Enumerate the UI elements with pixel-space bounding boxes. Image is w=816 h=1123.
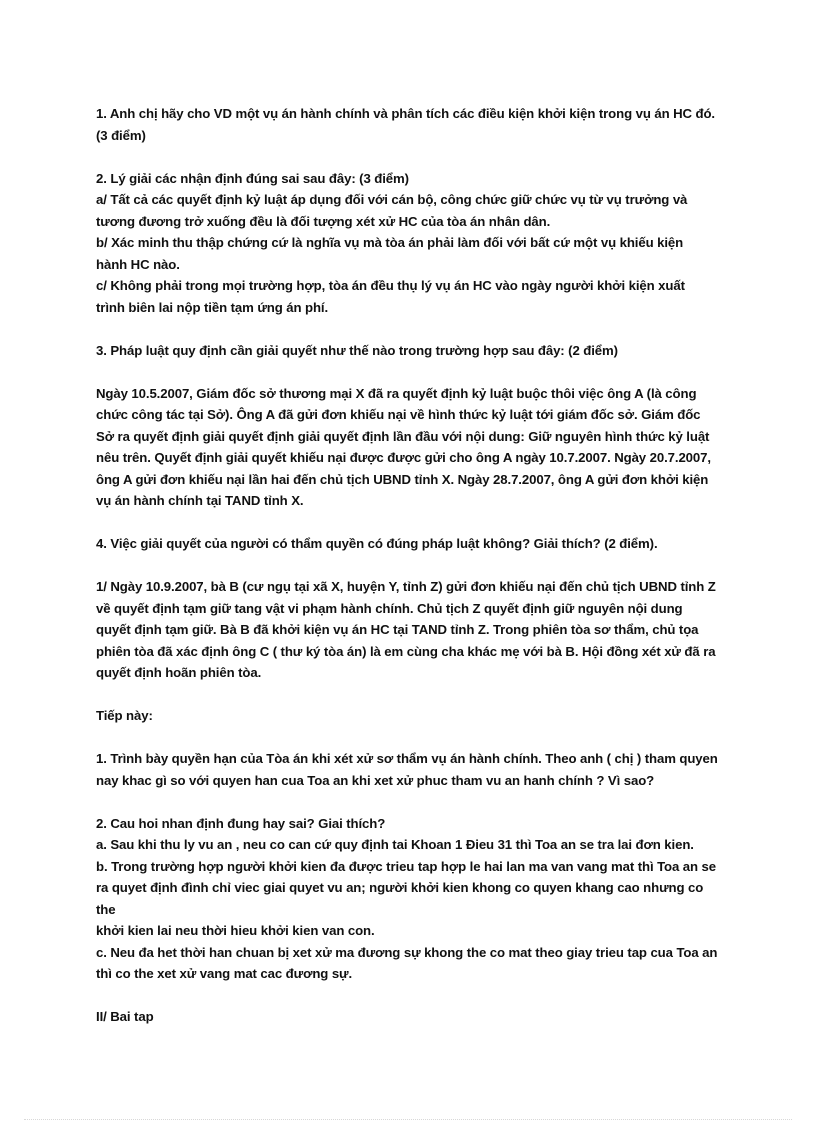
paragraph-gap [96, 512, 726, 534]
case-1-line-3: Sở ra quyết định giải quyết định giải quyết định lần đầu với nội dung: Giữ nguyên hình thức kỷ luật [96, 428, 710, 444]
case-2-line-4: phiên tòa đã xác định ông C ( thư ký tòa án) là em cùng cha khác mẹ với bà B. Hội đồng xét xử đã ra [96, 643, 716, 659]
question-6c-line-2: thì co the xet xử vang mat cac đương sự. [96, 966, 353, 981]
section-heading-exercises: II/ Bai tap [96, 1009, 154, 1024]
paragraph-gap [96, 146, 726, 168]
question-6b-line-1: b. Trong trường hợp người khởi kien đa được trieu tap hợp le hai lan ma van vang mat thì Toa an se [96, 858, 717, 874]
case-1-line-5: ông A gửi đơn khiếu nại lần hai đến chủ tịch UBND tỉnh X. Ngày 28.7.2007, ông A gửi đơn khởi kiện [96, 471, 709, 487]
question-1-line-1: 1. Anh chị hãy cho VD một vụ án hành chính và phân tích các điều kiện khởi kiện trong vụ án HC đó. [96, 106, 715, 121]
question-2a-line-2: tương đương trở xuống đều là đối tượng xét xử HC của tòa án nhân dân. [96, 213, 551, 229]
paragraph-gap [96, 791, 726, 813]
paragraph-gap [96, 555, 726, 577]
paragraph-gap [96, 727, 726, 749]
case-1-line-2: chức công tác tại Sở). Ông A đã gửi đơn khiếu nại về hình thức kỷ luật tới giám đốc sở. Giám đốc [96, 407, 701, 422]
section-heading-continued: Tiếp này: [96, 708, 153, 723]
case-1-line-4: nêu trên. Quyết định giải quyết khiếu nại được được gửi cho ông A ngày 10.7.2007. Ngày 20.7.2007, [96, 450, 711, 465]
case-2-line-5: quyết định hoãn phiên tòa. [96, 665, 262, 680]
paragraph-gap [96, 684, 726, 706]
case-2-line-1: 1/ Ngày 10.9.2007, bà B (cư ngụ tại xã X, huyện Y, tỉnh Z) gửi đơn khiếu nại đến chủ tịch UBND tỉnh Z [96, 579, 716, 594]
document-body [96, 103, 726, 1028]
question-2c-line-1: c/ Không phải trong mọi trường hợp, tòa án đều thụ lý vụ án HC vào ngày người khởi kiện xuất [96, 278, 685, 293]
case-1-line-1: Ngày 10.5.2007, Giám đốc sở thương mại X đã ra quyết định kỷ luật buộc thôi việc ông A (là công [96, 385, 697, 401]
paragraph-gap [96, 985, 726, 1007]
case-2-line-3: quyết định tạm giữ. Bà B đã khởi kiện vụ án HC tại TAND tỉnh Z. Trong phiên tòa sơ thẩm, chủ tọa [96, 622, 699, 637]
paragraph-gap [96, 361, 726, 383]
question-2a-line-1: a/ Tất cả các quyết định kỷ luật áp dụng đối với cán bộ, công chức giữ chức vụ từ vụ trưởng và [96, 192, 688, 207]
question-6b-line-3: khởi kien lai neu thời hieu khởi kien van con. [96, 923, 375, 938]
question-2b-line-2: hành HC nào. [96, 256, 180, 272]
question-2b-line-1: b/ Xác minh thu thập chứng cứ là nghĩa vụ mà tòa án phải làm đối với bất cứ một vụ khiếu kiện [96, 235, 684, 250]
question-5-line-2: nay khac gì so với quyen han cua Toa an khi xet xử phuc tham vu an hanh chính ? Vì sao? [96, 772, 655, 788]
case-2-line-2: về quyết định tạm giữ tang vật vi phạm hành chính. Chủ tịch Z quyết định giữ nguyên nội dung [96, 600, 683, 616]
question-5-line-1: 1. Trình bày quyền hạn của Tòa án khi xét xử sơ thẩm vụ án hành chính. Theo anh ( chị ) tham quyen [96, 751, 718, 766]
question-6c-line-1: c. Neu đa het thời han chuan bị xet xử ma đương sự khong the co mat theo giay trieu tap cua Toa an [96, 944, 718, 960]
case-1-line-6: vụ án hành chính tại TAND tỉnh X. [96, 493, 304, 508]
question-2c-line-2: trình biên lai nộp tiền tạm ứng án phí. [96, 299, 329, 315]
question-6-heading: 2. Cau hoi nhan định đung hay sai? Giai thích? [96, 815, 386, 831]
question-1-line-2: (3 điểm) [96, 127, 146, 143]
question-2-heading: 2. Lý giải các nhận định đúng sai sau đây: (3 điểm) [96, 170, 409, 186]
page-bottom-divider [24, 1119, 792, 1120]
paragraph-gap [96, 318, 726, 340]
question-6a-line-1: a. Sau khi thu ly vu an , neu co can cứ quy định tai Khoan 1 Đieu 31 thì Toa an se tra lai đơn kien. [96, 837, 694, 852]
question-6b-line-2: ra quyet định đình chỉ viec giai quyet vu an; người khởi kien khong co quyen khang cao nhưng co the [96, 880, 704, 917]
question-4-heading: 4. Việc giải quyết của người có thẩm quyền có đúng pháp luật không? Giải thích? (2 điểm). [96, 536, 658, 551]
question-3-heading: 3. Pháp luật quy định cần giải quyết như thế nào trong trường hợp sau đây: (2 điểm) [96, 342, 618, 358]
